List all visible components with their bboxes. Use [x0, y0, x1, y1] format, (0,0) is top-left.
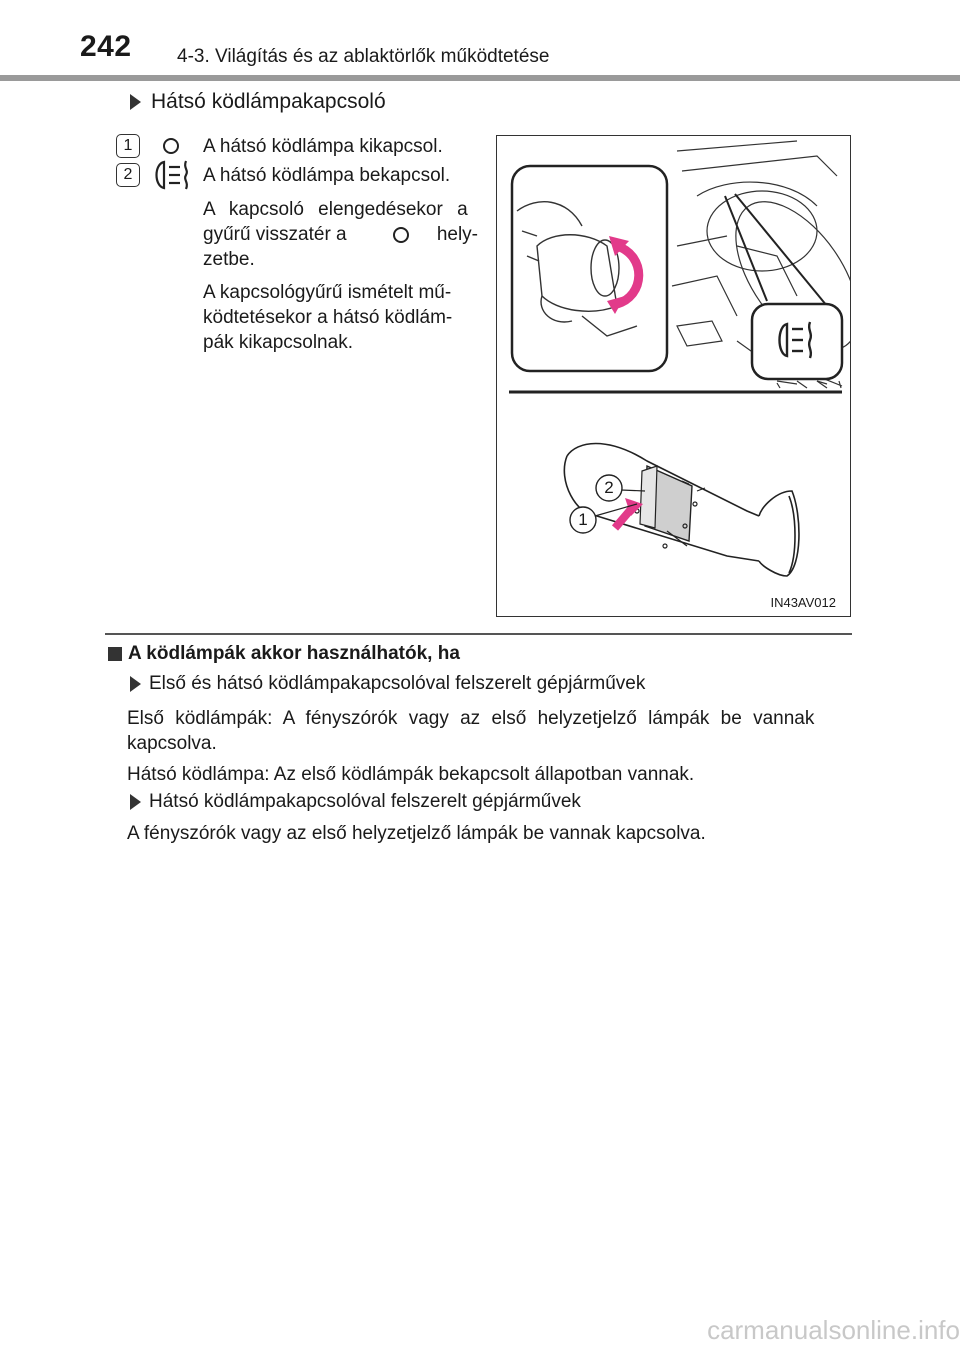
triangle-bullet-icon	[130, 676, 141, 692]
bullet-item-2-text: Hátsó ködlámpakapcsolóval felszerelt gépjárművek	[149, 791, 581, 812]
item-number-2: 2	[116, 163, 140, 187]
note-1-line-2-post: hely-	[436, 224, 478, 245]
paragraph-2: Hátsó ködlámpa: Az első ködlámpák bekapcsolt állapotban vannak.	[127, 764, 695, 785]
note-1-line-1	[203, 197, 478, 222]
item-number-1: 1	[116, 134, 140, 158]
subsection-title	[130, 90, 386, 114]
rear-fog-lamp-icon	[150, 158, 194, 192]
section-divider	[105, 633, 852, 635]
note-2-line-3: pák kikapcsolnak.	[203, 332, 353, 353]
triangle-bullet-icon	[130, 794, 141, 810]
callout-2: 2	[604, 478, 614, 497]
note-1-line-1-text: A kapcsoló elengedésekor a	[203, 199, 468, 220]
note-1-line-2	[203, 222, 478, 247]
item-2-text: A hátsó ködlámpa bekapcsol.	[203, 165, 451, 186]
paragraph-1	[127, 706, 849, 756]
figure-code: IN43AV012	[770, 595, 836, 610]
illustration-drawing	[497, 136, 850, 616]
note-1-line-2-pre: gyűrű visszatér a	[203, 224, 347, 245]
header-divider	[0, 75, 960, 81]
ring-off-icon	[163, 138, 179, 154]
page-header	[0, 0, 960, 80]
section-title	[108, 643, 460, 665]
item-1-text: A hátsó ködlámpa kikapcsol.	[203, 136, 443, 157]
bullet-item-1	[130, 673, 645, 695]
item-2-note-1	[203, 197, 478, 272]
square-bullet-icon	[108, 647, 122, 661]
paragraph-3: A fényszórók vagy az első helyzetjelző lámpák be vannak kapcsolva.	[127, 823, 706, 844]
paragraph-1-line-1-text: Első ködlámpák: A fényszórók vagy az első helyzetjelző lámpák be vannak	[127, 708, 815, 729]
ring-position-icon	[393, 227, 409, 243]
paragraph-1-line-1	[127, 706, 849, 731]
callout-1: 1	[578, 510, 588, 529]
subsection-title-text: Hátsó ködlámpakapcsoló	[151, 90, 386, 113]
bullet-item-2	[130, 791, 581, 813]
note-1-line-3: zetbe.	[203, 249, 255, 270]
watermark: carmanualsonline.info	[707, 1315, 960, 1345]
chapter-title: 4-3. Világítás és az ablaktörlők működtetése	[177, 46, 550, 67]
section-title-text: A ködlámpák akkor használhatók, ha	[128, 643, 460, 664]
fog-switch-illustration	[496, 135, 851, 617]
page-number: 242	[80, 30, 132, 63]
triangle-bullet-icon	[130, 94, 141, 110]
note-2-line-2: ködtetésekor a hátsó ködlám-	[203, 307, 453, 328]
bullet-item-1-text: Első és hátsó ködlámpakapcsolóval felszerelt gépjárművek	[149, 673, 646, 694]
paragraph-1-line-2: kapcsolva.	[127, 733, 217, 754]
note-2-line-1: A kapcsológyűrű ismételt mű-	[203, 282, 452, 303]
item-2-note-2	[203, 280, 478, 355]
